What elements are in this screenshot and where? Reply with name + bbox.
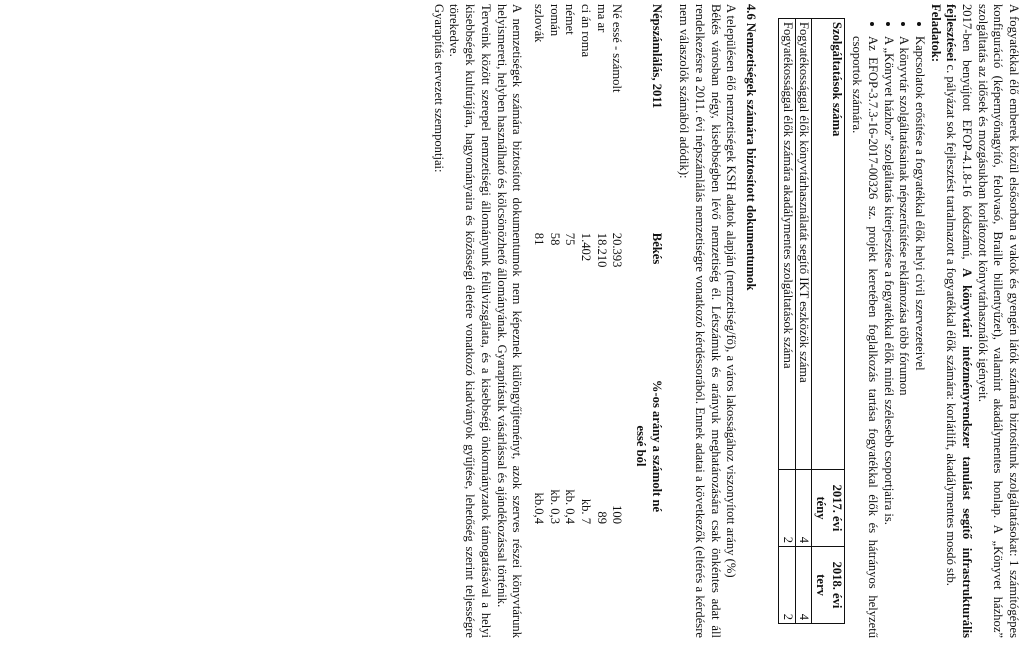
section-paragraph-1: A településen élő nemzetiségek KSH adatok alapján (nemzetiség/fő), a város lakosságához viszonyított arány (%) — [724, 4, 739, 578]
census-pct: kb. 0,4 — [563, 489, 578, 524]
services-row-label: Fogyatékossággal élők könyvtárhasználatát segítő IKT eszközök száma — [795, 19, 812, 470]
services-row-2018: 2 — [778, 547, 795, 624]
task-item: • A „Könyvet házhoz” szolgáltatás kiterjesztése a fogyatékkal élők minél szélesebb csoportjaira is. — [880, 36, 896, 638]
task-item: • Az EFOP-3.7.3-16-2017-00326 sz. projekt keretében foglalkozás tartása fogyatékkal élők és hátrányos helyzetű csoportok számára. — [849, 36, 880, 638]
services-table — [778, 18, 845, 624]
services-row-2018: 4 — [795, 547, 812, 624]
closing-paragraph-1: A nemzetiségek számára biztosított dokumentumok nem képeznek különgyűjteményt, azok szerves részei könyvtárunk helyismereti, helyben használható és kölcsönözhető állományának. Gyarapításuk vásárlással és ajándékozással történik. — [494, 4, 525, 638]
closing-paragraph-3: Gyarapítás tervezett szempontjai: — [431, 4, 446, 173]
tasks-list — [849, 10, 927, 638]
census-value: 58 — [547, 232, 562, 246]
services-table-header — [812, 19, 844, 624]
census-table — [530, 4, 663, 638]
census-name: ma ar — [594, 4, 609, 33]
census-name: német — [563, 4, 578, 35]
services-row-2017: 4 — [795, 470, 812, 547]
intro-p2-end: c. pályázat sok fejlesztést tartalmazott a fogyatékkal élők számára: korlátlift, akadálymentes mosdó stb. — [944, 61, 959, 586]
services-row-2017: 2 — [778, 470, 795, 547]
census-header-city: Békés — [649, 232, 664, 265]
census-pct: 89 — [594, 511, 609, 524]
intro-p2-start: 2017-ben benyújtott EFOP-4.1.8-16 kódszámú, — [959, 4, 974, 269]
table-row — [778, 19, 795, 624]
tasks-title: Feladatok: — [928, 4, 943, 63]
census-value: 20.393 — [610, 232, 625, 268]
services-header-label: Szolgáltatások száma — [812, 19, 844, 470]
intro-paragraph-1: A fogyatékkal élő emberek közül elsősorban a vakok és gyengén látók számára biztosítunk szolgáltatásokat: 1 számítógépes konfiguráció (képernyőnagyító, felolvasó, Braille billentyűzet), valamint akadálymentes honlap. A „Könyvet házhoz” szolgáltatás az idősek és mozgásukban korlátozott könyvtárhasználók igényeit. — [975, 4, 1021, 638]
table-row — [562, 4, 578, 524]
census-pct: kb.0,4 — [531, 492, 546, 524]
table-row — [609, 4, 625, 524]
census-value: 81 — [531, 232, 546, 246]
services-row-label: Fogyatékossággal élők számára akadálymentes szolgáltatások száma — [778, 19, 795, 470]
census-header-pct: %-os arány a számolt né essé ból — [633, 379, 664, 513]
services-header-2018: 2018. évi terv — [812, 547, 844, 624]
table-row — [546, 4, 562, 524]
table-row — [530, 4, 546, 524]
census-header — [632, 4, 663, 524]
census-value: 18.210 — [594, 232, 609, 268]
task-item: • A könyvtár szolgáltatásainak népszerűsítése reklámozása több fórumon — [896, 36, 912, 638]
census-header-name: Népszámlálás, 2011 — [649, 4, 664, 109]
closing-paragraph-2: Terveink között szerepel nemzetiségi állományunk felülvizsgálata, és a kisebbségi önkormányzatok támogatásával a helyi kisebbségek kultúrájára, hagyományaira és közösségi életére vonatkozó kiadványok gyűjtése, lehetőség szerint teljességre törekedve. — [447, 4, 493, 638]
section-heading: 4.6 Nemzetiségek számára biztosított dokumentumok — [743, 4, 758, 291]
table-row — [795, 19, 812, 624]
table-row — [593, 4, 609, 524]
census-value: 1.402 — [578, 232, 593, 262]
census-value: 75 — [563, 232, 578, 246]
services-header-2017: 2017. évi tény — [812, 470, 844, 547]
section-paragraph-2: Békés városban négy, kisebbségben lévő nemzetiség él. Létszámuk és arányuk meghatározására csak önkéntes adat áll rendelkezésre a 2011. évi népszámlálás nemzetiségre vonatkozó kérdéssorából. Ennek adatai a következők (eltérés a kérdésre nem válaszolók számából adódik): — [677, 4, 723, 638]
census-name: román — [547, 4, 562, 37]
census-name: ci án roma — [578, 4, 593, 58]
census-pct: kb. 0,3 — [547, 489, 562, 524]
census-name: szlovák — [531, 4, 546, 43]
intro-p2-bold: A könyvtári intézményrendszer tanulást segítő infrastrukturális fejlesztései — [944, 4, 974, 638]
table-row — [577, 4, 593, 524]
census-pct: 100 — [610, 505, 625, 524]
census-name: Né essé - számolt — [610, 4, 625, 93]
census-pct: kb. 7 — [578, 498, 593, 524]
intro-paragraph-2 — [943, 4, 974, 638]
task-item: • Kapcsolatok erősítése a fogyatékkal élők helyi civil szervezeteivel — [911, 36, 927, 638]
